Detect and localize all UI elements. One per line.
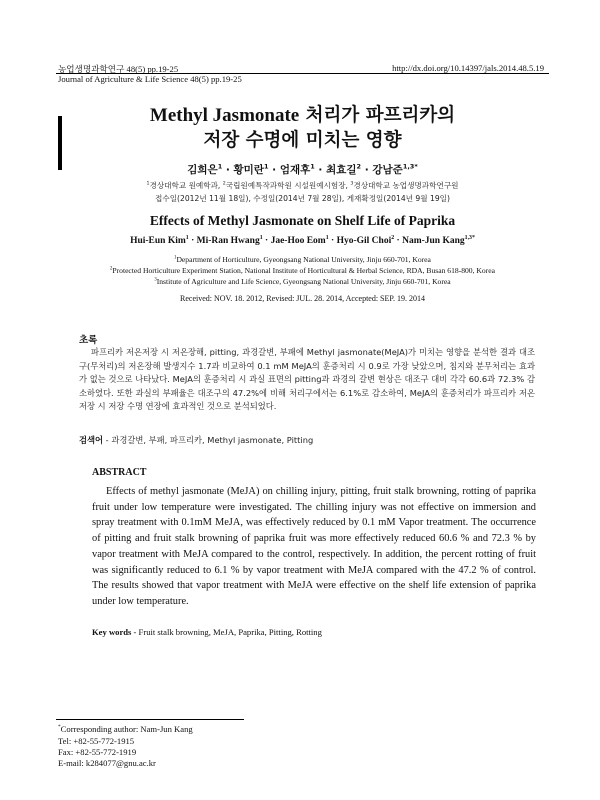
author-ko-name: 강남준 [372,164,403,176]
author-ko-name: 엄재후 [279,164,311,176]
author-en-separator: · [394,236,403,246]
author-en-sup: 1 [185,234,189,241]
author-ko-separator: · [268,164,280,176]
keywords-en-label: Key words [92,627,132,637]
author-ko-name: 황미란 [233,164,264,176]
keywords-en-list: - Fruit stalk browning, MeJA, Paprika, Pitting, Rotting [131,627,322,637]
footnote-rule [56,719,244,720]
author-ko-sup: 1 [217,162,223,171]
authors-en [56,236,549,246]
affil-ko-sup: 2 [222,181,226,187]
abstract-en-heading: ABSTRACT [92,467,147,478]
author-en-sup: 2 [391,234,395,241]
title-ko-line2: 저장 수명에 미치는 영향 [203,130,402,151]
author-ko-name: 최효길 [326,164,357,176]
affil-en-sup: 3 [154,277,157,283]
dates-en: Received: NOV. 18. 2012, Revised: JUL. 28. 2014, Accepted: SEP. 19. 2014 [180,294,425,303]
author-ko-sup: 1 [310,162,315,171]
author-en-separator: · [262,236,271,246]
keywords-en [92,627,322,637]
title-ko-line1 [56,103,549,128]
affil-ko-text: 경상대학교 농업생명과학연구원 [353,181,459,190]
title-ko [56,103,549,153]
author-ko-separator: · [222,164,234,176]
keywords-ko [79,434,313,446]
author-en-sup: 1 [325,234,329,241]
footnote-tel: Tel: +82-55-772-1915 [58,736,135,746]
author-en-name: Mi-Ran Hwang [196,236,260,246]
affil-en-sup: 1 [174,255,177,261]
dates-ko: 접수일(2012년 11월 18일), 수정일(2014년 7월 28일), 게재확정일(2014년 9월 19일) [155,194,450,203]
journal-en: Journal of Agriculture & Life Science 48(5) pp.19-25 [58,74,242,84]
author-en-name: Hui-Eun Kim [130,236,186,246]
affil-en-text: Protected Horticulture Experiment Station, National Institute of Horticultural & Herbal Science, RDA, Busan 618-800, Korea [112,266,495,275]
journal-ko: 농업생명과학연구 48(5) pp.19-25 [58,64,179,74]
title-ko-en-part: Methyl Jasmonate [149,105,300,126]
author-en-sup: 1 [259,234,263,241]
footnote-corresponding [58,724,193,735]
doi-link[interactable]: http://dx.doi.org/10.14397/jals.2014.48.5.19 [392,63,544,73]
affil-en-line [40,254,565,265]
author-en-separator: · [188,236,197,246]
abstract-ko-heading: 초록 [79,335,98,346]
author-en-name: Jae-Hoo Eom [270,236,326,246]
title-ko-ko-part: 처리가 파프리카의 [299,105,456,126]
affil-ko-sup: 3 [350,181,354,187]
footnote-email[interactable]: E-mail: k284077@gnu.ac.kr [58,758,156,768]
author-ko-sup: 1 [263,162,269,171]
title-en: Effects of Methyl Jasmonate on Shelf Life of Paprika [149,213,456,228]
affiliations-ko [56,180,549,193]
abstract-en-body: Effects of methyl jasmonate (MeJA) on chilling injury, pitting, fruit stalk browning, rotting of paprika fruit under low temperature were investigated. The chilling injury was not effective on immersion and spray treatment with 0.1mM MeJA, was effectively reduced by 0.1 mM Vapor treatment. The occurrence of pitting and fruit stalk browning of paprika fruit was more effectively reduced 60.6 % and 72.3 % by vapor treatment with MeJA compared to the control, respectively. In addition, the percent rotting of fruit was significantly reduced to 6.1 % by vapor treatment with MeJA compared with the 47.2 % of control. The results showed that vapor treatment with MeJA were effective on the shelf life extension of paprika under low temperature. [92,486,536,607]
affil-en-text: Institute of Agriculture and Life Science, Gyeongsang National University, Jinju 660-701, Korea [156,277,451,286]
footnote-mark: * [58,724,61,731]
author-ko-sup: 2 [356,162,362,171]
abstract-ko-body: 파프리카 저온저장 시 저온장해, pitting, 과경갈변, 부패에 Methyl jasmonate(MeJA)가 미치는 영향을 분석한 결과 대조구(무처리)의 저온장해 발생지수 1.7과 비교하여 0.1 mM MeJA의 훈증처리 시 0.9로 가장 낮았으며, 침지와 분무처리는 효과가 없는 것으로 나타났다. MeJA의 훈증처리 시 과실 표면의 pitting과 과경의 갈변 현상은 대조구 대비 각각 60.6과 72.3% 감소하였다. 또한 과실의 부패율은 대조구의 47.2%에 비해 처리구에서는 6.1%로 감소하여, MeJA의 훈증처리가 파프리카 저온저장 시 저장 수명 연장에 효과적인 것으로 분석되었다. [79,347,535,412]
authors-ko [56,162,549,177]
affil-ko-sup: 1 [146,181,150,187]
affil-en-line [40,265,565,276]
author-ko-separator: · [361,164,373,176]
author-ko-sup: 1,3* [402,162,418,171]
author-ko-name: 김희은 [187,164,218,176]
footnote-corresponding-text: Corresponding author: Nam-Jun Kang [60,724,193,734]
author-en-name: Nam-Jun Kang [402,236,465,246]
footnote-fax: Fax: +82-55-772-1919 [58,747,137,757]
keywords-ko-label: 검색어 [79,435,104,445]
affil-en-sup: 2 [110,266,113,272]
affil-en-line [40,276,565,287]
affil-en-text: Department of Horticulture, Gyeongsang National University, Jinju 660-701, Korea [176,255,431,264]
author-en-separator: · [328,236,337,246]
author-ko-separator: · [314,164,327,176]
author-en-sup: 1,3* [464,234,475,241]
keywords-ko-list: - 과경갈변, 부패, 파프리카, Methyl jasmonate, Pitting [103,435,314,445]
affiliations-en [40,254,565,287]
affil-ko-text: 국립원예특작과학원 시설원예시험장, [225,181,351,190]
author-en-name: Hyo-Gil Choi [336,236,392,246]
affil-ko-text: 경상대학교 원예학과, [149,181,223,190]
